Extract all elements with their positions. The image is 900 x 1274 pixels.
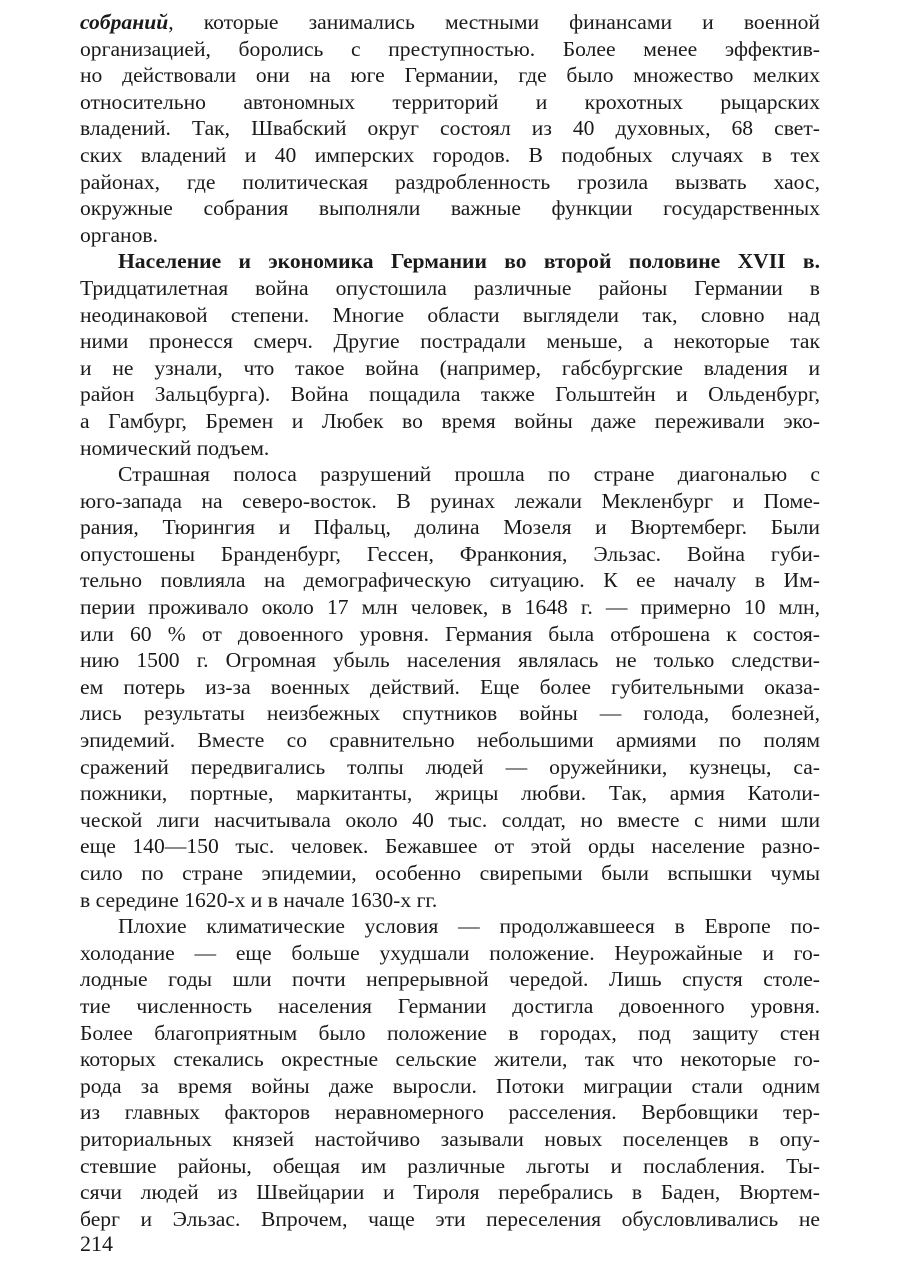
text-line: рания, Тюрингия и Пфальц, долина Мозеля и Вюртемберг. Были [80,515,820,540]
text-line: Страшная полоса разрушений прошла по стране диагональю с [118,462,820,487]
text-line: ем потерь из-за военных действий. Еще более губительными оказа- [80,674,820,699]
text-line: и не узнали, что такое война (например, габсбургские владения и [80,355,820,380]
text-line: лись результаты неизбежных спутников войны — голода, болезней, [80,701,820,726]
text-line: ческой лиги насчитывала около 40 тыс. солдат, но вместе с ними шли [80,807,820,832]
text-line: нию 1500 г. Огромная убыль населения являлась не только следстви- [80,648,820,673]
text-line: а Гамбург, Бремен и Любек во время войны даже переживали эко- [80,408,820,433]
text-line: относительно автономных территорий и крохотных рыцарских [80,89,820,114]
text-line: пожники, портные, маркитанты, жрицы любви. Так, армия Католи- [80,781,820,806]
book-page [80,0,820,1232]
text-line [80,9,820,36]
text-line: рода за время войны даже выросли. Потоки миграции стали одним [80,1073,820,1098]
text-line: сражений передвигались толпы людей — оружейники, кузнецы, са- [80,754,820,779]
text-line: перии проживало около 17 млн человек, в 1648 г. — примерно 10 млн, [80,595,820,620]
text-line: район Зальцбурга). Война пощадила также Гольштейн и Ольденбург, [80,382,820,407]
section-heading-text: Население и экономика Германии во второй половине XVII в. [118,249,820,274]
text-line: опустошены Бранденбург, Гессен, Франкония, Эльзас. Война губи- [80,541,820,566]
text-line: в середине 1620-х и в начале 1630-х гг. [80,887,438,912]
text-line: или 60 % от довоенного уровня. Германия была отброшена к состоя- [80,621,820,646]
text-line: ними пронесся смерч. Другие пострадали меньше, а некоторые так [80,329,820,354]
text-fragment: , которые занимались местными финансами и военной [168,10,820,34]
text-line: тие численность населения Германии достигла довоенного уровня. [80,993,820,1018]
text-line: холодание — еще больше ухудшали положение. Неурожайные и го- [80,940,820,965]
text-line: стевшие районы, обещая им различные льготы и послабления. Ты- [80,1153,820,1178]
paragraph-section-start [80,248,820,461]
text-line: неодинаковой степени. Многие области выглядели так, словно над [80,302,820,327]
paragraph [80,913,820,1232]
paragraph-continuation [80,9,820,248]
paragraph [80,461,820,913]
text-line: органов. [80,222,158,247]
text-line: лодные годы шли почти непрерывной чередой. Лишь спустя столе- [80,967,820,992]
text-line: владений. Так, Швабский округ состоял из 40 духовных, 68 свет- [80,116,820,141]
text-line: организацией, боролись с преступностью. Более менее эффектив- [80,36,820,61]
section-heading [80,248,820,275]
text-line: Плохие климатические условия — продолжавшееся в Европе по- [118,914,820,939]
text-line: сячи людей из Швейцарии и Тироля перебрались в Баден, Вюртем- [80,1180,820,1205]
italic-term: собраний [80,10,169,34]
text-line: еще 140—150 тыс. человек. Бежавшее от этой орды население разно- [80,834,820,859]
text-line: номический подъем. [80,435,270,460]
text-line: тельно повлияла на демографическую ситуацию. К ее началу в Им- [80,568,820,593]
text-line: Тридцатилетная война опустошила различные районы Германии в [80,275,820,300]
text-line: районах, где политическая раздробленность грозила вызвать хаос, [80,169,820,194]
text-line: юго-запада на северо-восток. В руинах лежали Мекленбург и Поме- [80,488,820,513]
page-number: 214 [80,1231,113,1256]
text-line: ских владений и 40 имперских городов. В подобных случаях в тех [80,142,820,167]
text-line: риториальных князей настойчиво зазывали новых поселенцев в опу- [80,1126,820,1151]
text-line: Более благоприятным было положение в городах, под защиту стен [80,1020,820,1045]
text-line: но действовали они на юге Германии, где было множество мелких [80,63,820,88]
text-line: сило по стране эпидемии, особенно свирепыми были вспышки чумы [80,861,820,885]
text-line: эпидемий. Вместе со сравнительно небольшими армиями по полям [80,728,820,753]
text-line: берг и Эльзас. Впрочем, чаще эти переселения обусловливались не [80,1206,820,1231]
text-line: окружные собрания выполняли важные функции государственных [80,196,820,221]
text-line: которых стекались окрестные сельские жители, так что некоторые го- [80,1047,820,1072]
text-line: из главных факторов неравномерного расселения. Вербовщики тер- [80,1100,820,1125]
